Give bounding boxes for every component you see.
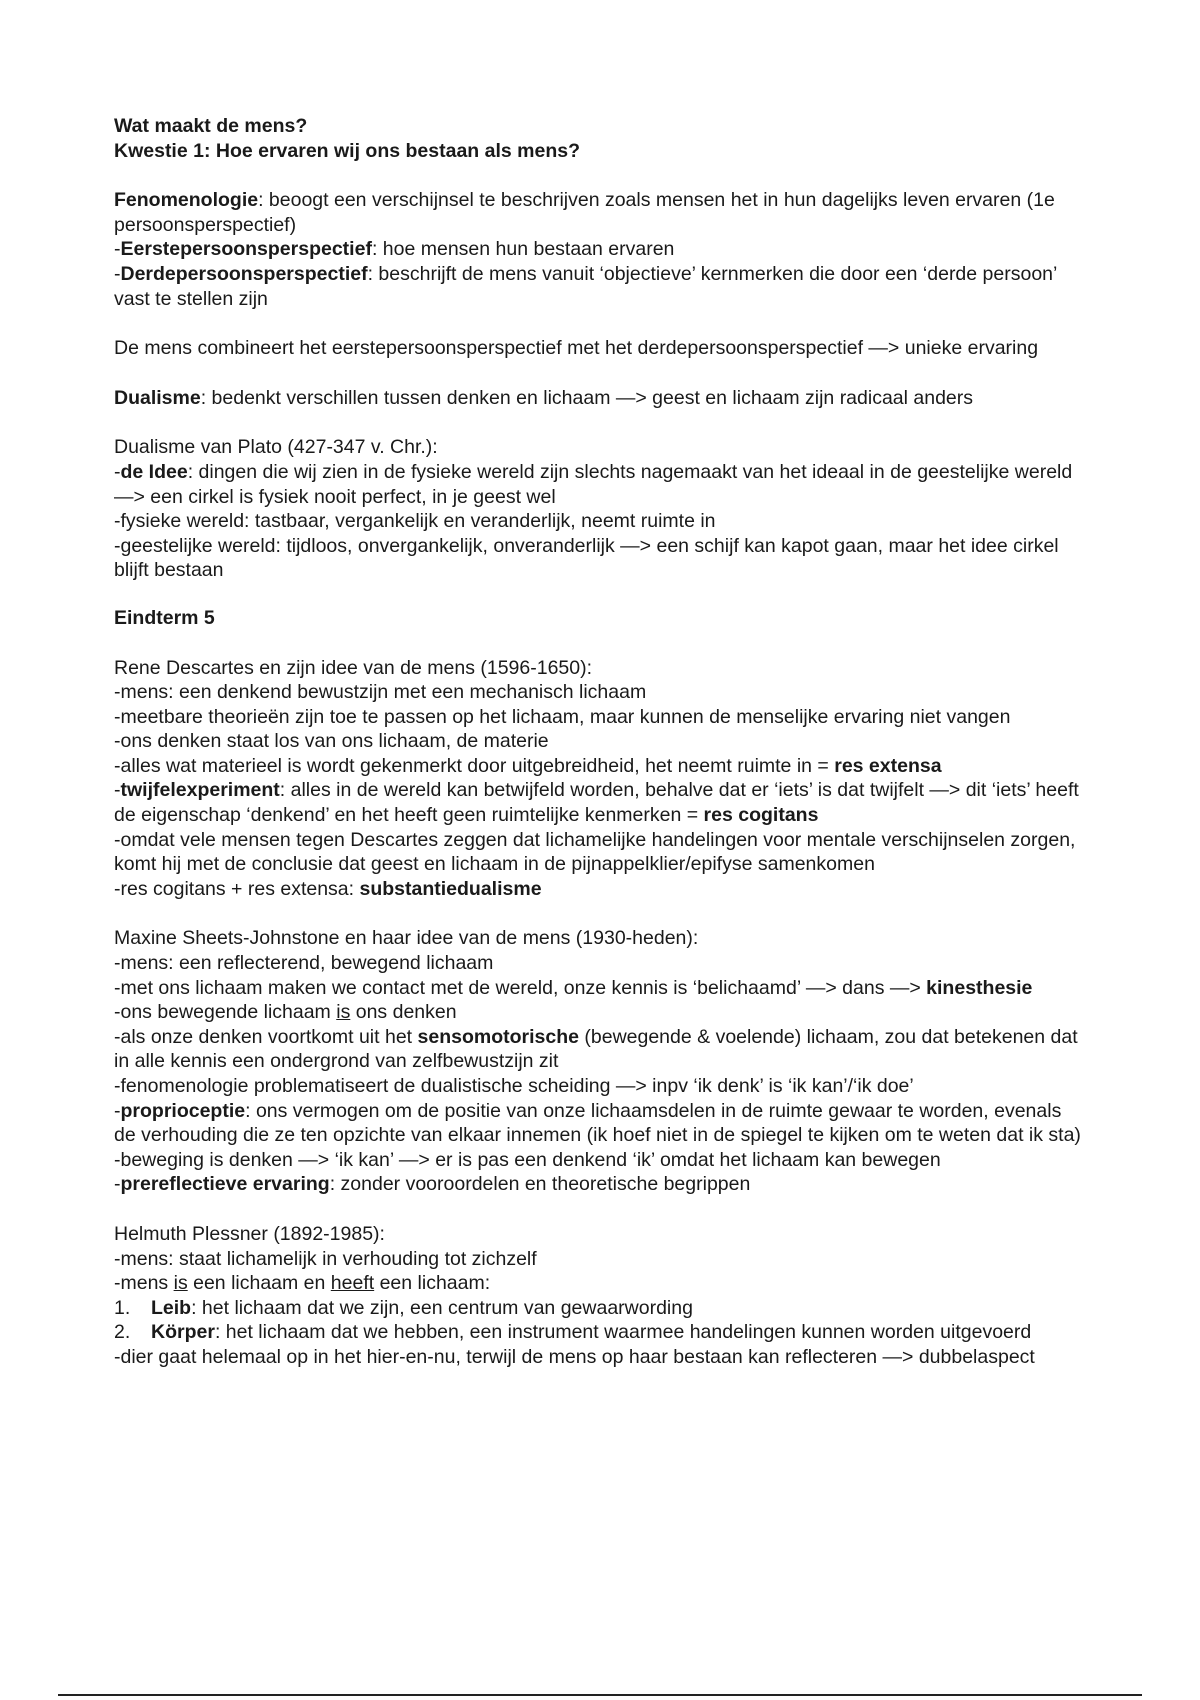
descartes-res-extensa: -alles wat materieel is wordt gekenmerkt door uitgebreidheid, het neemt ruimte in = res extensa xyxy=(114,754,942,777)
page-subtitle: Kwestie 1: Hoe ervaren wij ons bestaan als mens? xyxy=(114,139,581,162)
sheets-prereflectief: -prereflectieve ervaring: zonder vooroordelen en theoretische begrippen xyxy=(114,1173,751,1196)
plessner-heading: Helmuth Plessner (1892-1985): xyxy=(114,1222,385,1245)
plessner-list xyxy=(114,1296,1084,1345)
combination-paragraph: De mens combineert het eerstepersoonsperspectief met het derdepersoonsperspectief —> unieke ervaring xyxy=(114,337,1039,360)
sheets-sensomotorisch: -als onze denken voortkomt uit het sensomotorische (bewegende & voelende) lichaam, zou dat betekenen dat in alle kennis een ondergrond van zelfbewustzijn zit xyxy=(114,1025,1078,1073)
sheets-line: -beweging is denken —> ‘ik kan’ —> er is pas een denkend ‘ik’ omdat het lichaam kan bewegen xyxy=(114,1148,941,1171)
descartes-line: -omdat vele mensen tegen Descartes zeggen dat lichamelijke handelingen voor mentale verschijnselen zorgen, komt hij met de conclusie dat geest en lichaam in de pijnappelklier/epifyse samenkomen xyxy=(114,828,1076,876)
sheets-heading: Maxine Sheets-Johnstone en haar idee van de mens (1930-heden): xyxy=(114,927,699,950)
sheets-kinesthesie: -met ons lichaam maken we contact met de wereld, onze kennis is ‘belichaamd’ —> dans —> kinesthesie xyxy=(114,976,1033,999)
dualisme-definition: Dualisme: bedenkt verschillen tussen denken en lichaam —> geest en lichaam zijn radicaal anders xyxy=(114,386,974,409)
descartes-line: -meetbare theorieën zijn toe te passen op het lichaam, maar kunnen de menselijke ervaring niet vangen xyxy=(114,705,1011,728)
sheets-line: -ons bewegende lichaam is ons denken xyxy=(114,1001,457,1024)
descartes-twijfelexperiment: -twijfelexperiment: alles in de wereld kan betwijfeld worden, behalve dat er ‘iets’ is dat twijfelt —> dit ‘iets’ heeft de eigenschap ‘denkend’ en het heeft geen ruimtelijke kenmerken = res cogitans xyxy=(114,779,1079,827)
plessner-line: -mens: staat lichamelijk in verhouding tot zichzelf xyxy=(114,1247,537,1270)
sheets-line: -fenomenologie problematiseert de dualistische scheiding —> inpv ‘ik denk’ is ‘ik kan’/‘ik doe’ xyxy=(114,1075,914,1097)
list-item: 1. Leib: het lichaam dat we zijn, een centrum van gewaarwording xyxy=(114,1296,693,1319)
sheets-line: -mens: een reflecterend, bewegend lichaam xyxy=(114,952,494,975)
plato-fysieke-wereld: -fysieke wereld: tastbaar, vergankelijk en veranderlijk, neemt ruimte in xyxy=(114,510,716,533)
eerstepersoons-item: -Eerstepersoonsperspectief: hoe mensen hun bestaan ervaren xyxy=(114,238,675,261)
footer-divider xyxy=(58,1694,1142,1696)
eindterm-heading: Eindterm 5 xyxy=(114,606,215,629)
document-body xyxy=(114,114,1084,1370)
sheets-proprioceptie: -proprioceptie: ons vermogen om de positie van onze lichaamsdelen in de ruimte gewaar te worden, evenals de verhouding die ze ten opzichte van elkaar innemen (ik hoef niet in de spiegel te kijken om te weten dat ik sta) xyxy=(114,1099,1081,1147)
plato-idee: -de Idee: dingen die wij zien in de fysieke wereld zijn slechts nagemaakt van het ideaal in de geestelijke wereld —> een cirkel is fysiek nooit perfect, in je geest wel xyxy=(114,460,1073,508)
descartes-line: -ons denken staat los van ons lichaam, de materie xyxy=(114,730,549,753)
page-title: Wat maakt de mens? xyxy=(114,115,308,137)
list-item: 2. Körper: het lichaam dat we hebben, een instrument waarmee handelingen kunnen worden uitgevoerd xyxy=(114,1321,1032,1344)
plato-geestelijke-wereld: -geestelijke wereld: tijdloos, onvergankelijk, onveranderlijk —> een schijf kan kapot gaan, maar het idee cirkel blijft bestaan xyxy=(114,534,1059,582)
fenomenologie-definition: Fenomenologie: beoogt een verschijnsel te beschrijven zoals mensen het in hun dagelijks leven ervaren (1e persoonsperspectief) xyxy=(114,189,1055,236)
descartes-substantiedualisme: -res cogitans + res extensa: substantiedualisme xyxy=(114,877,542,900)
derdepersoons-item: -Derdepersoonsperspectief: beschrijft de mens vanuit ‘objectieve’ kernmerken die door een ‘derde persoon’ vast te stellen zijn xyxy=(114,262,1057,310)
descartes-line: -mens: een denkend bewustzijn met een mechanisch lichaam xyxy=(114,681,647,704)
descartes-heading: Rene Descartes en zijn idee van de mens (1596-1650): xyxy=(114,656,593,679)
plessner-line: -dier gaat helemaal op in het hier-en-nu, terwijl de mens op haar bestaan kan reflecteren —> dubbelaspect xyxy=(114,1345,1035,1368)
plato-heading: Dualisme van Plato (427-347 v. Chr.): xyxy=(114,436,438,459)
plessner-line: -mens is een lichaam en heeft een lichaam: xyxy=(114,1272,491,1295)
